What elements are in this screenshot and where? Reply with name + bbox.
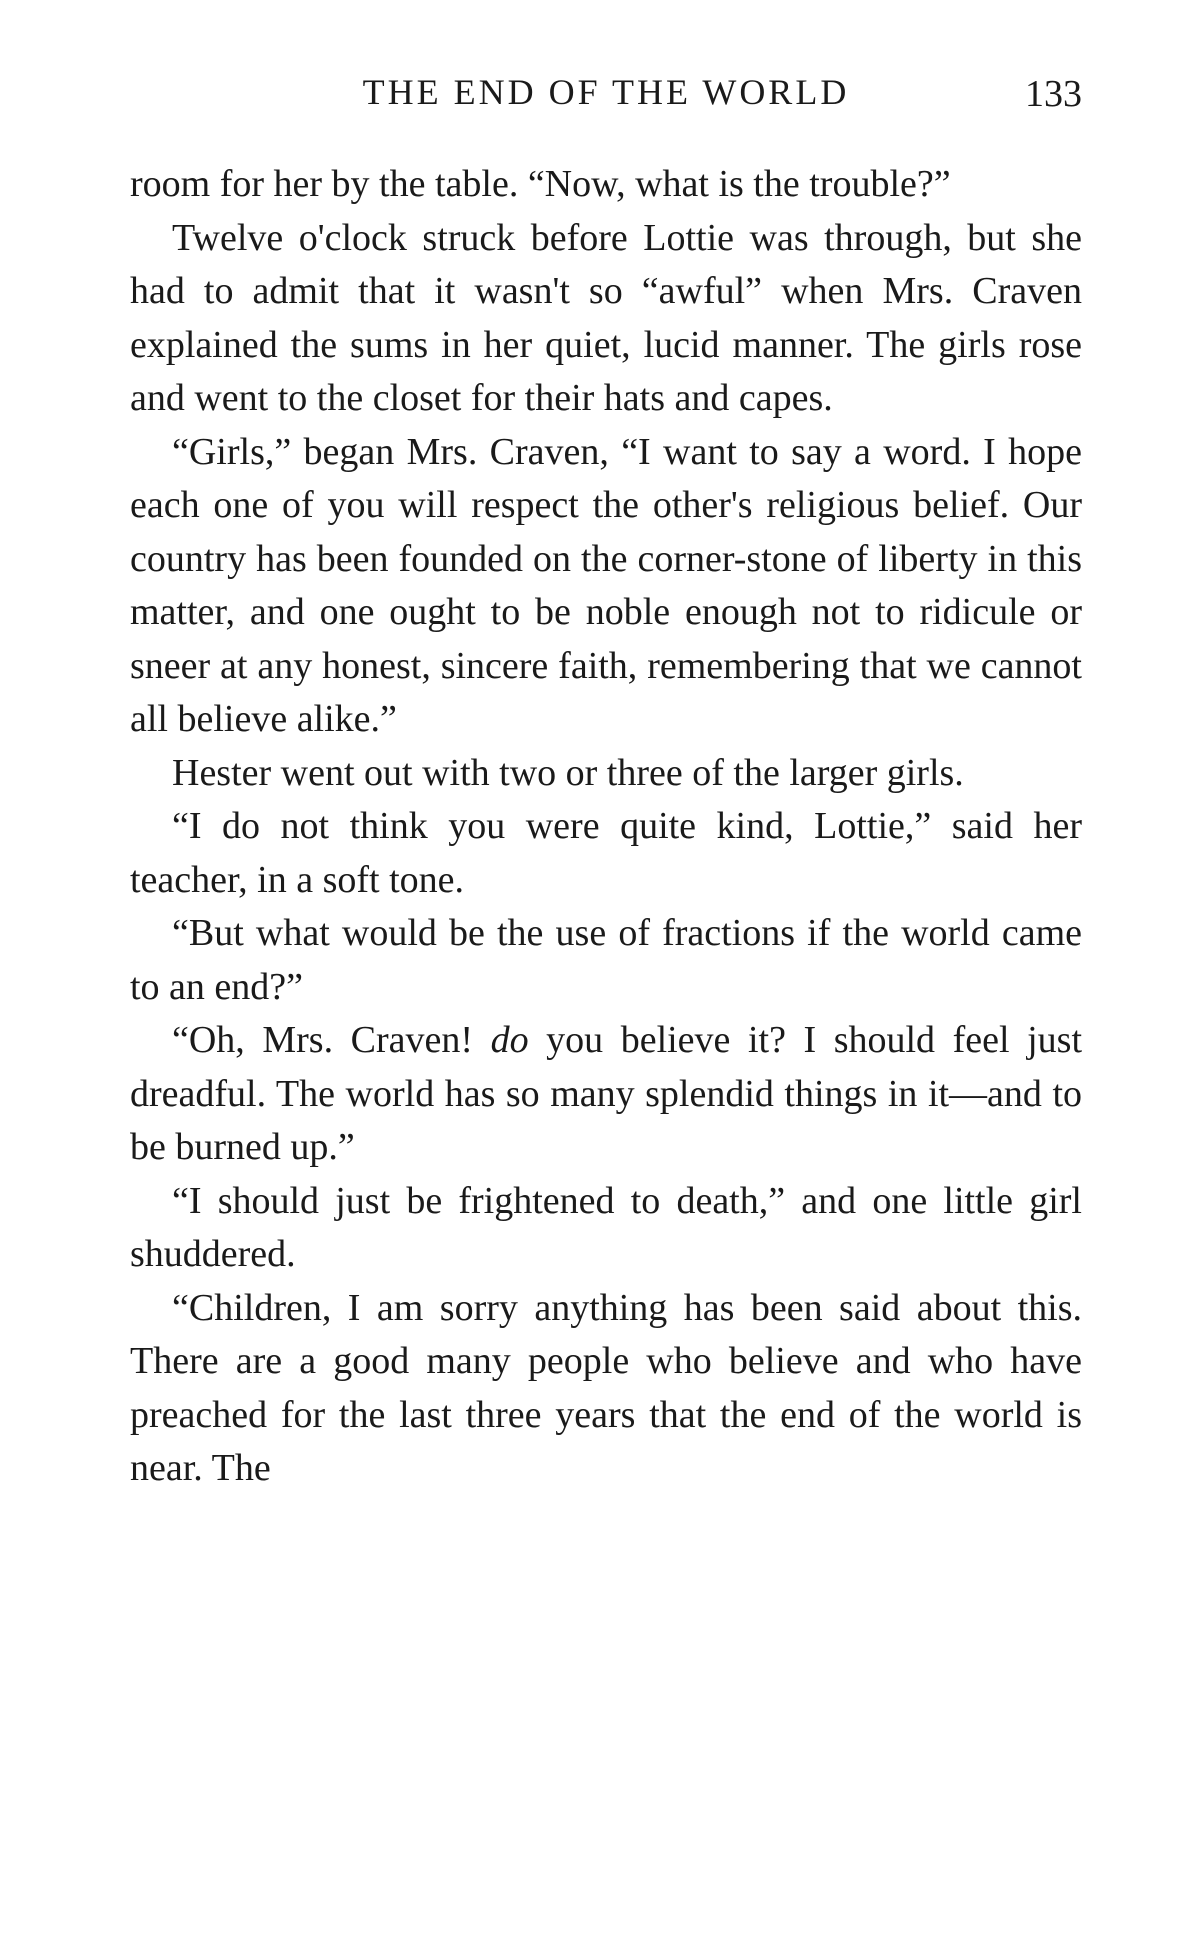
running-head: [130, 62, 1082, 122]
paragraph-6: “But what would be the use of fractions if the world came to an end?”: [130, 912, 1082, 1008]
paragraph-8: “I should just be frightened to death,” and one little girl shuddered.: [130, 1179, 1082, 1275]
page-number: 133: [1025, 73, 1082, 115]
paragraph-5: “I do not think you were quite kind, Lottie,” said her teacher, in a soft tone.: [130, 805, 1082, 901]
paragraph-3: “Girls,” began Mrs. Craven, “I want to say a word. I hope each one of you will respect the other's religious belief. Our country has been founded on the corner-stone of liberty in this matter, and one ought to be noble enough not to ridicule or sneer at any honest, sincere faith, remembering that we cannot all believe alike.”: [130, 430, 1082, 740]
emphasis-do: do: [490, 1019, 529, 1061]
running-title: THE END OF THE WORLD: [362, 72, 850, 112]
paragraph-9: “Children, I am sorry anything has been said about this. There are a good many people who believe and who have preached for the last three years that the end of the world is near. The: [130, 1286, 1082, 1489]
paragraph-2: Twelve o'clock struck before Lottie was through, but she had to admit that it wasn't so “awful” when Mrs. Craven explained the sums in her quiet, lucid manner. The girls rose and went to the closet for their hats and capes.: [130, 216, 1082, 419]
body-text: [130, 158, 1082, 1496]
paragraph-4: Hester went out with two or three of the larger girls.: [172, 751, 964, 794]
paragraph-1: room for her by the table. “Now, what is the trouble?”: [130, 163, 951, 205]
paragraph-7: [130, 1014, 1082, 1175]
paragraph-7-start: “Oh, Mrs. Craven!: [172, 1019, 491, 1061]
paragraph-7-end: you believe it? I should feel just dreadful. The world has so many splendid things in it—and to be burned up.”: [130, 1019, 1082, 1168]
